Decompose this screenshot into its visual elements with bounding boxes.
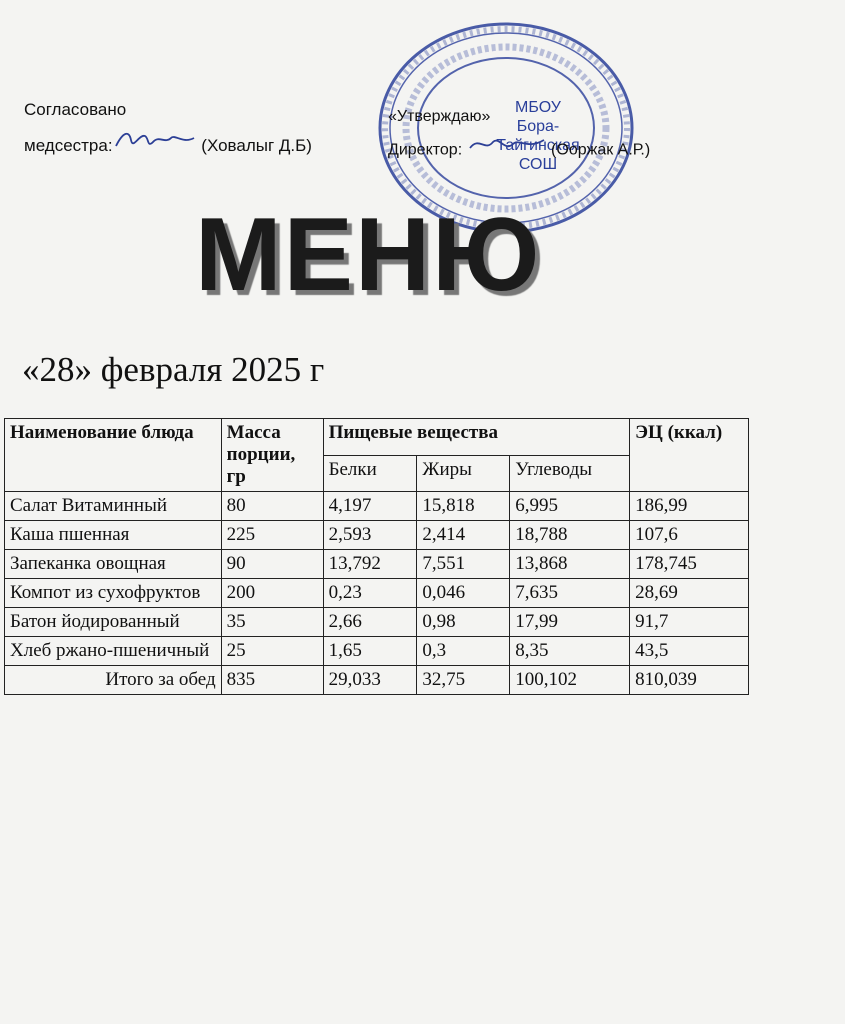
total-mass: 835	[221, 666, 323, 695]
header-name: Наименование блюда	[5, 419, 222, 492]
header-nutrients: Пищевые вещества	[323, 419, 630, 456]
approval-left	[24, 94, 312, 167]
agreed-label: Согласовано	[24, 100, 127, 119]
menu-table	[4, 418, 749, 695]
header-carbs: Углеводы	[510, 455, 630, 492]
nurse-line	[24, 126, 312, 167]
dish-energy: 186,99	[630, 492, 749, 521]
dish-protein: 1,65	[323, 637, 417, 666]
dish-protein: 2,66	[323, 608, 417, 637]
dish-name: Батон йодированный	[5, 608, 222, 637]
dish-energy: 178,745	[630, 550, 749, 579]
header-protein: Белки	[323, 455, 417, 492]
table-row	[5, 550, 749, 579]
dish-carbs: 13,868	[510, 550, 630, 579]
total-fat: 32,75	[417, 666, 510, 695]
dish-name: Компот из сухофруктов	[5, 579, 222, 608]
dish-mass: 80	[221, 492, 323, 521]
dish-fat: 2,414	[417, 521, 510, 550]
director-line	[388, 132, 650, 169]
total-protein: 29,033	[323, 666, 417, 695]
nurse-label: медсестра:	[24, 135, 113, 155]
nurse-signature	[113, 126, 197, 167]
table-row	[5, 579, 749, 608]
dish-protein: 4,197	[323, 492, 417, 521]
dish-fat: 0,3	[417, 637, 510, 666]
dish-mass: 225	[221, 521, 323, 550]
table-header-row	[5, 419, 749, 456]
dish-mass: 35	[221, 608, 323, 637]
director-name: (Ооржак А.Р.)	[551, 141, 651, 159]
dish-mass: 25	[221, 637, 323, 666]
table-row	[5, 608, 749, 637]
header-mass: Масса порции, гр	[221, 419, 323, 492]
dish-carbs: 8,35	[510, 637, 630, 666]
stamp-org-line: Бора-Тайгинская	[496, 118, 580, 154]
dish-name: Запеканка овощная	[5, 550, 222, 579]
page-title: МЕНЮ	[195, 197, 542, 313]
dish-protein: 2,593	[323, 521, 417, 550]
approval-right	[388, 102, 650, 169]
dish-fat: 0,98	[417, 608, 510, 637]
dish-name: Салат Витаминный	[5, 492, 222, 521]
dish-name: Хлеб ржано-пшеничный	[5, 637, 222, 666]
dish-mass: 200	[221, 579, 323, 608]
approved-label: «Утверждаю»	[388, 108, 491, 125]
stamp-org-line: СОШ	[518, 156, 558, 173]
dish-mass: 90	[221, 550, 323, 579]
director-signature	[467, 132, 547, 169]
nurse-name: (Ховалыг Д.Б)	[201, 135, 312, 155]
header-energy: ЭЦ (ккал)	[630, 419, 749, 492]
dish-protein: 13,792	[323, 550, 417, 579]
stamp-org-line: МБОУ	[515, 99, 561, 116]
total-row	[5, 666, 749, 695]
total-energy: 810,039	[630, 666, 749, 695]
dish-carbs: 17,99	[510, 608, 630, 637]
table-row	[5, 492, 749, 521]
dish-fat: 15,818	[417, 492, 510, 521]
dish-name: Каша пшенная	[5, 521, 222, 550]
total-carbs: 100,102	[510, 666, 630, 695]
dish-fat: 0,046	[417, 579, 510, 608]
dish-protein: 0,23	[323, 579, 417, 608]
header-fat: Жиры	[417, 455, 510, 492]
dish-carbs: 7,635	[510, 579, 630, 608]
table-row	[5, 637, 749, 666]
dish-energy: 28,69	[630, 579, 749, 608]
dish-energy: 91,7	[630, 608, 749, 637]
menu-date: «28» февраля 2025 г	[22, 350, 325, 389]
dish-carbs: 18,788	[510, 521, 630, 550]
dish-energy: 107,6	[630, 521, 749, 550]
director-label: Директор:	[388, 141, 463, 159]
dish-carbs: 6,995	[510, 492, 630, 521]
table-row	[5, 521, 749, 550]
dish-energy: 43,5	[630, 637, 749, 666]
dish-fat: 7,551	[417, 550, 510, 579]
total-label: Итого за обед	[5, 666, 222, 695]
